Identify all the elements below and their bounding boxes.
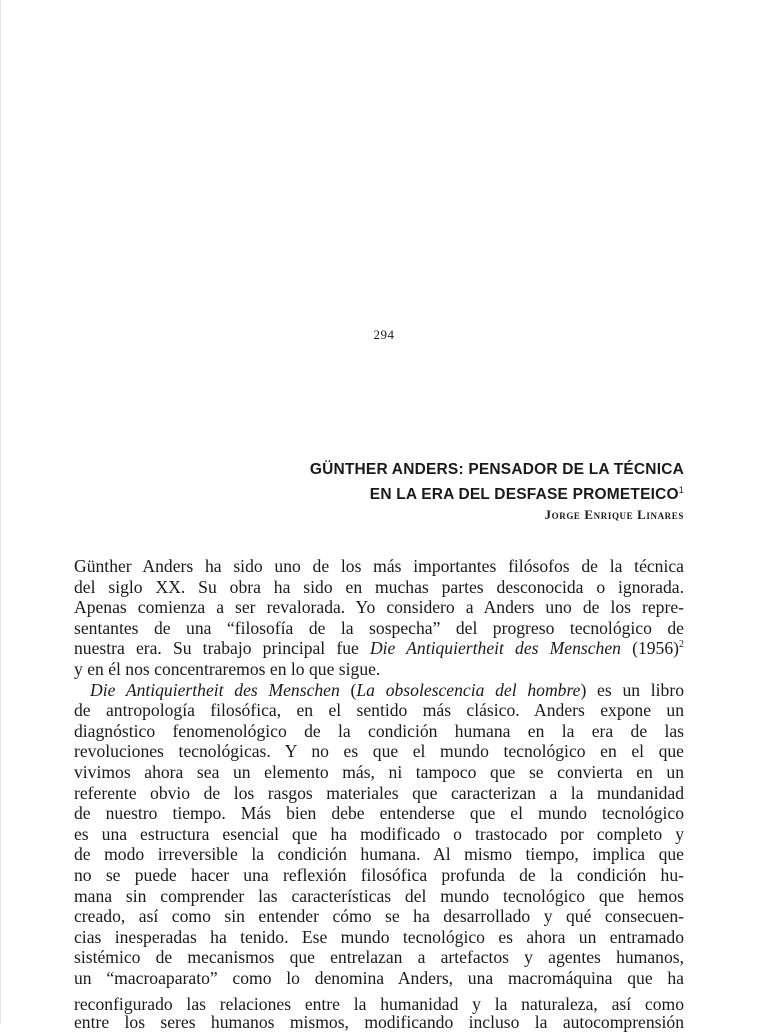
text-line: y en él nos concentraremos en lo que sigue. (74, 658, 381, 679)
text-line: sentantes de una “filosofía de la sospecha” del progreso tecnológico de (74, 617, 684, 638)
text-line: Apenas comienza a ser revalorada. Yo considero a Anders uno de los repre- (74, 597, 684, 618)
text-line: de antropología filosófica, en el sentido más clásico. Anders expone un (74, 700, 684, 721)
page-number: 294 (373, 327, 395, 342)
article-body (74, 556, 685, 1032)
article-heading (124, 460, 684, 524)
text-line: cias inesperadas ha tenido. Ese mundo tecnológico es ahora un entramado (74, 926, 684, 947)
article-title-line-1: GÜNTHER ANDERS: PENSADOR DE LA TÉCNICA (309, 461, 684, 478)
title-footnote-marker[interactable]: 1 (678, 485, 684, 495)
book-title: Die Antiquiertheit des Menschen (90, 679, 340, 700)
article-author: Jorge Enrique Linares (544, 507, 684, 522)
paragraph-2 (74, 680, 684, 1030)
book-title: Die Antiquiertheit des Menschen (369, 638, 621, 659)
text-line: reconfigurado las relaciones entre la humanidad y la naturaleza, así como (74, 994, 684, 1015)
text-line: referente obvio de los rasgos materiales que caracterizan a la mundanidad (74, 782, 684, 803)
text-line: no se puede hacer una reflexión filosófica profunda de la condición hu- (74, 864, 684, 885)
text-line: un “macroaparato” como lo denomina Anders, una macromáquina que ha (74, 967, 684, 988)
paragraph-1 (74, 556, 684, 680)
book-subtitle: La obsolescencia del hombre (356, 679, 581, 700)
text-line: vivimos ahora sea un elemento más, ni tampoco que se convierta en un (74, 761, 684, 782)
text-line: de modo irreversible la condición humana. Al mismo tiempo, implica que (74, 844, 684, 865)
text-line: es una estructura esencial que ha modificado o trastocado por completo y (74, 823, 684, 844)
text-line: entre los seres humanos mismos, modificando incluso la autocomprensión (74, 1012, 684, 1032)
footnote-marker[interactable]: 2 (679, 639, 685, 651)
text-line: mana sin comprender las características del mundo tecnológico que hemos (74, 885, 684, 906)
page-edge (0, 0, 1, 1024)
article-title-line-2: EN LA ERA DEL DESFASE PROMETEICO$^1$ (369, 485, 684, 503)
text-line: del siglo XX. Su obra ha sido en muchas partes desconocida o ignorada. (74, 576, 684, 597)
text-line: nuestra era. Su trabajo principal fue Die Antiquiertheit des Menschen (1956)$^2$ (74, 638, 685, 659)
text-line: Die Antiquiertheit des Menschen (La obsolescencia del hombre) es un libro (90, 679, 685, 700)
text-line: diagnóstico fenomenológico de la condición humana en la era de las (74, 720, 684, 741)
text-line: creado, así como sin entender cómo se ha desarrollado y qué consecuen- (74, 906, 684, 927)
text-line: Günther Anders ha sido uno de los más importantes filósofos de la técnica (74, 556, 684, 576)
text-line: sistémico de mecanismos que entrelazan a artefactos y agentes humanos, (74, 947, 684, 968)
text-line: revoluciones tecnológicas. Y no es que el mundo tecnológico en el que (74, 741, 684, 762)
text-line: de nuestro tiempo. Más bien debe entenderse que el mundo tecnológico (74, 803, 684, 824)
